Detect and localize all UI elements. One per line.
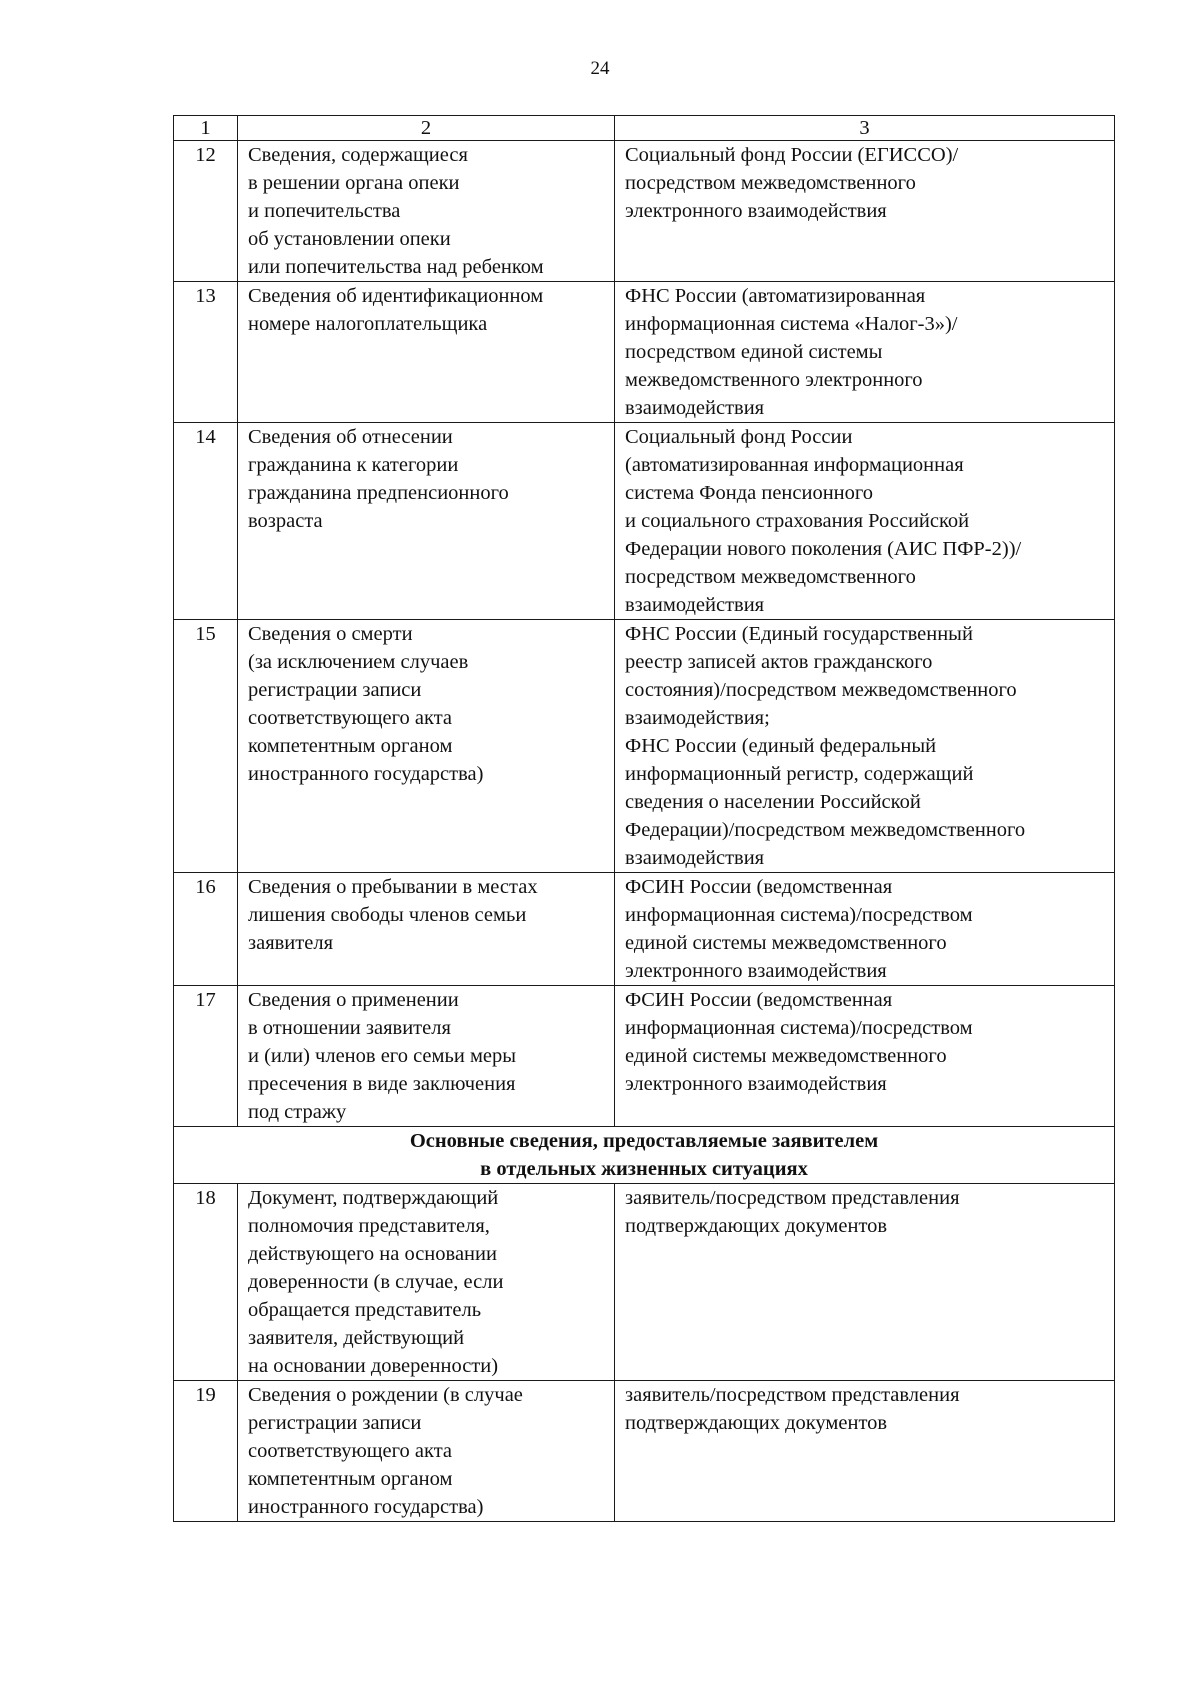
table-row	[174, 1184, 1115, 1381]
row-item: Сведения, содержащиеся в решении органа опеки и попечительства об установлении опеки или попечительства над ребенком	[238, 141, 615, 282]
section-header-row	[174, 1127, 1115, 1184]
row-item: Сведения о смерти (за исключением случаев регистрации записи соответствующего акта компетентным органом иностранного государства)	[238, 620, 615, 873]
header-cell-3: 3	[615, 116, 1115, 141]
table-row	[174, 423, 1115, 620]
row-item: Сведения о рождении (в случае регистрации записи соответствующего акта компетентным органом иностранного государства)	[238, 1381, 615, 1522]
row-item: Сведения о пребывании в местах лишения свободы членов семьи заявителя	[238, 873, 615, 986]
row-number: 17	[174, 986, 238, 1127]
row-number: 12	[174, 141, 238, 282]
table-row	[174, 282, 1115, 423]
table-row	[174, 141, 1115, 282]
row-source: Социальный фонд России (ЕГИССО)/ посредством межведомственного электронного взаимодействия	[615, 141, 1115, 282]
page-number: 24	[590, 58, 610, 79]
table-header-row	[174, 116, 1115, 141]
row-source: ФСИН России (ведомственная информационная система)/посредством единой системы межведомственного электронного взаимодействия	[615, 873, 1115, 986]
table-row	[174, 1381, 1115, 1522]
row-source: заявитель/посредством представления подтверждающих документов	[615, 1381, 1115, 1522]
row-item: Сведения об отнесении гражданина к категории гражданина предпенсионного возраста	[238, 423, 615, 620]
row-item: Документ, подтверждающий полномочия представителя, действующего на основании доверенности (в случае, если обращается представитель заявителя, действующий на основании доверенности)	[238, 1184, 615, 1381]
row-number: 14	[174, 423, 238, 620]
data-table	[173, 115, 1115, 1522]
header-cell-1: 1	[174, 116, 238, 141]
table-row	[174, 620, 1115, 873]
section-title: Основные сведения, предоставляемые заявителем в отдельных жизненных ситуациях	[174, 1127, 1115, 1184]
row-number: 13	[174, 282, 238, 423]
row-number: 18	[174, 1184, 238, 1381]
row-number: 16	[174, 873, 238, 986]
row-number: 19	[174, 1381, 238, 1522]
row-item: Сведения об идентификационном номере налогоплательщика	[238, 282, 615, 423]
row-source: заявитель/посредством представления подтверждающих документов	[615, 1184, 1115, 1381]
row-number: 15	[174, 620, 238, 873]
row-source: ФСИН России (ведомственная информационная система)/посредством единой системы межведомственного электронного взаимодействия	[615, 986, 1115, 1127]
table-row	[174, 873, 1115, 986]
row-item: Сведения о применении в отношении заявителя и (или) членов его семьи меры пресечения в виде заключения под стражу	[238, 986, 615, 1127]
header-cell-2: 2	[238, 116, 615, 141]
table-row	[174, 986, 1115, 1127]
row-source: ФНС России (автоматизированная информационная система «Налог-3»)/ посредством единой системы межведомственного электронного взаимодействия	[615, 282, 1115, 423]
row-source: Социальный фонд России (автоматизированная информационная система Фонда пенсионного и социального страхования Российской Федерации нового поколения (АИС ПФР-2))/ посредством межведомственного взаимодействия	[615, 423, 1115, 620]
row-source: ФНС России (Единый государственный реестр записей актов гражданского состояния)/посредством межведомственного взаимодействия; ФНС России (единый федеральный информационный регистр, содержащий сведения о населении Российской Федерации)/посредством межведомственного взаимодействия	[615, 620, 1115, 873]
